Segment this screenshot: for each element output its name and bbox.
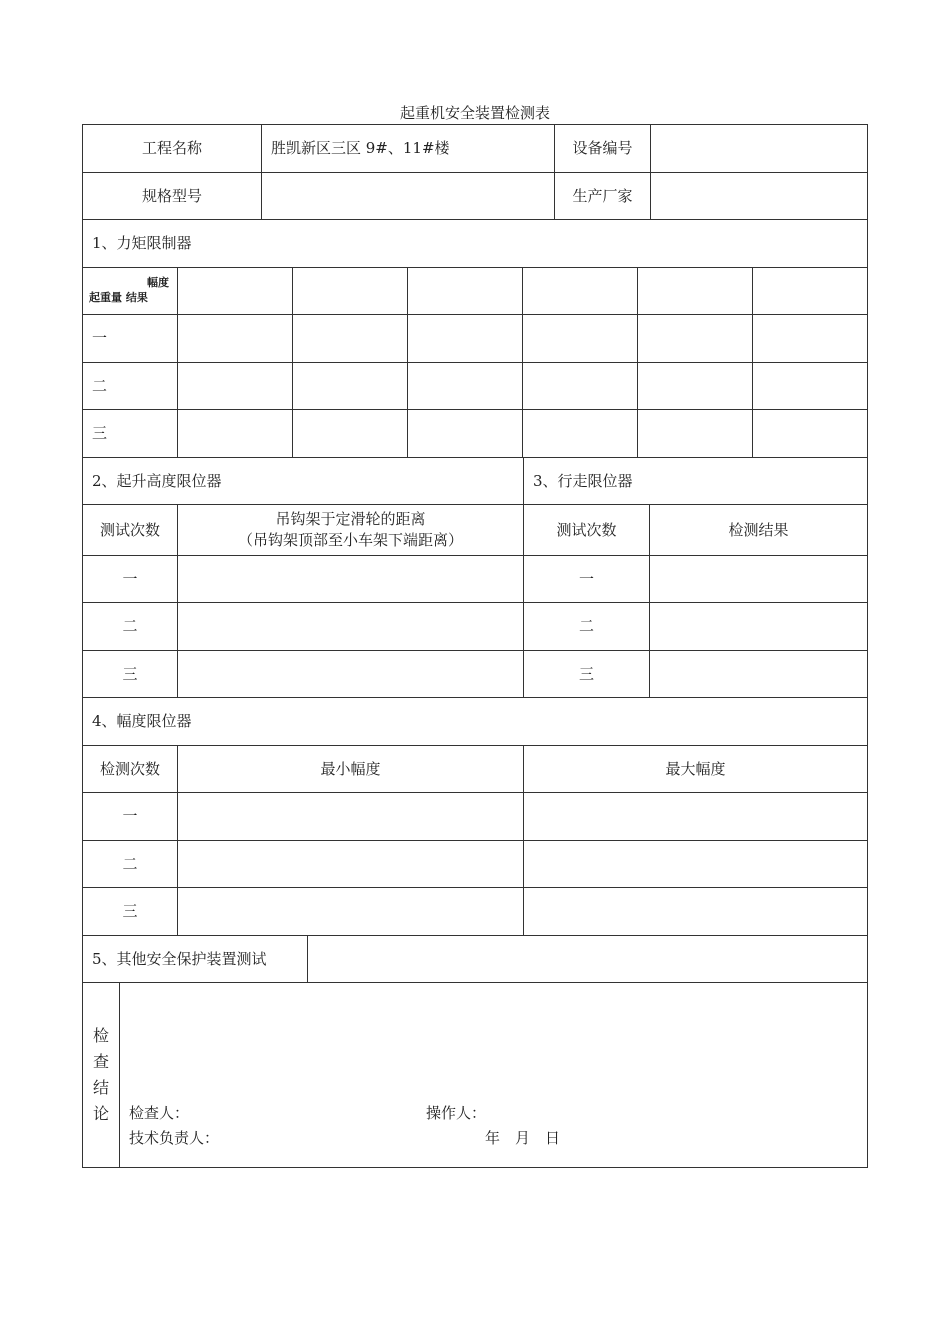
device-no-label: 设备编号 — [554, 125, 650, 172]
s3-row-label: 二 — [523, 603, 649, 650]
s3-col-result: 检测结果 — [649, 505, 867, 555]
s4-cell[interactable] — [523, 888, 867, 935]
conclusion-label-char: 论 — [92, 1104, 109, 1123]
s1-cell[interactable] — [752, 363, 867, 409]
s4-row-label: 二 — [122, 854, 138, 873]
maker-value[interactable] — [650, 173, 867, 219]
conclusion-label-char: 结 — [92, 1078, 109, 1097]
s1-cell[interactable] — [407, 410, 522, 457]
s2-row-label: 三 — [122, 664, 138, 683]
s2-s3-row — [82, 650, 868, 697]
maker-label: 生产厂家 — [554, 173, 650, 219]
s3-row-label: 三 — [523, 651, 649, 697]
s1-cell[interactable] — [637, 410, 752, 457]
conclusion-content[interactable] — [119, 983, 867, 1167]
s1-row-label: 三 — [92, 424, 108, 442]
s1-row-label: 一 — [92, 329, 108, 347]
s1-cell[interactable] — [292, 410, 407, 457]
s2-col-times: 测试次数 — [99, 520, 160, 539]
section-2-3-title-row — [82, 457, 868, 504]
conclusion-label — [83, 983, 119, 1167]
s4-row — [82, 840, 868, 887]
s2-row-label: 二 — [122, 617, 138, 635]
s2-col-distance-line2: （吊钩架顶部至小车架下端距离） — [237, 531, 463, 549]
s1-cell[interactable] — [637, 363, 752, 409]
s1-row-label: 二 — [92, 376, 108, 395]
s4-row — [82, 792, 868, 840]
conclusion-row — [82, 982, 868, 1168]
section-5-value[interactable] — [307, 936, 867, 982]
s1-cell[interactable] — [522, 268, 637, 314]
s3-cell[interactable] — [649, 603, 867, 650]
s1-cell[interactable] — [292, 268, 407, 314]
form-title: 起重机安全装置检测表 — [399, 104, 550, 122]
s1-cell[interactable] — [752, 315, 867, 362]
s3-row-label: 一 — [523, 556, 649, 602]
section-4-title-row — [82, 697, 868, 745]
s4-cell[interactable] — [523, 841, 867, 887]
s2-row-label: 一 — [122, 569, 138, 588]
s1-cell[interactable] — [292, 315, 407, 362]
conclusion-label-char: 查 — [92, 1052, 109, 1071]
s1-cell[interactable] — [752, 410, 867, 457]
s4-cell[interactable] — [177, 793, 523, 840]
s4-row — [82, 887, 868, 935]
s1-diag-bottom: 起重量 结果 — [89, 291, 148, 304]
s4-row-label: 三 — [122, 902, 138, 920]
section-4-title: 4、幅度限位器 — [92, 712, 192, 730]
s2-cell[interactable] — [177, 603, 523, 650]
s4-col-times: 检测次数 — [99, 759, 160, 778]
s2-s3-header-row — [82, 504, 868, 555]
s1-header-row — [82, 267, 868, 314]
s1-cell[interactable] — [637, 315, 752, 362]
s2-s3-row — [82, 555, 868, 602]
s4-col-min: 最小幅度 — [177, 746, 523, 792]
inspection-form — [82, 124, 868, 1167]
s1-row — [82, 362, 868, 409]
section-3-title: 3、行走限位器 — [523, 458, 867, 504]
s1-cell[interactable] — [177, 363, 292, 409]
date-label: 年 月 日 — [485, 1129, 561, 1147]
s4-cell[interactable] — [177, 841, 523, 887]
section-1-title: 1、力矩限制器 — [92, 234, 192, 252]
section-1-title-row — [82, 219, 868, 267]
operator-label: 操作人： — [426, 1104, 487, 1122]
header-row-model — [82, 172, 868, 219]
s4-header-row — [82, 745, 868, 792]
s1-diag-top: 幅度 — [147, 276, 169, 289]
model-label: 规格型号 — [141, 186, 202, 205]
section-2-title: 2、起升高度限位器 — [92, 471, 222, 490]
s4-row-label: 一 — [122, 807, 138, 825]
project-value[interactable]: 胜凯新区三区 9#、11#楼 — [261, 125, 554, 172]
s1-cell[interactable] — [407, 268, 522, 314]
section-5-row — [82, 935, 868, 982]
s4-cell[interactable] — [523, 793, 867, 840]
s2-cell[interactable] — [177, 651, 523, 697]
s1-row — [82, 409, 868, 457]
s3-cell[interactable] — [649, 556, 867, 602]
s1-row — [82, 314, 868, 362]
s4-cell[interactable] — [177, 888, 523, 935]
model-value[interactable] — [261, 173, 554, 219]
s1-cell[interactable] — [522, 410, 637, 457]
s1-diagonal-header — [83, 268, 177, 314]
s1-cell[interactable] — [522, 363, 637, 409]
s2-col-distance — [177, 505, 523, 555]
section-5-title: 5、其他安全保护装置测试 — [92, 949, 267, 968]
s1-cell[interactable] — [177, 315, 292, 362]
s4-col-max: 最大幅度 — [523, 746, 867, 792]
s2-cell[interactable] — [177, 556, 523, 602]
s1-cell[interactable] — [752, 268, 867, 314]
conclusion-label-char: 检 — [92, 1026, 109, 1045]
s2-col-distance-line1: 吊钩架于定滑轮的距离 — [275, 510, 426, 528]
s1-cell[interactable] — [177, 268, 292, 314]
s1-cell[interactable] — [407, 363, 522, 409]
s1-cell[interactable] — [407, 315, 522, 362]
tech-lead-label: 技术负责人： — [129, 1129, 220, 1147]
header-row-project — [82, 124, 868, 172]
s1-cell[interactable] — [637, 268, 752, 314]
project-label: 工程名称 — [141, 139, 202, 157]
s1-cell[interactable] — [292, 363, 407, 409]
s3-cell[interactable] — [649, 651, 867, 697]
s1-cell[interactable] — [177, 410, 292, 457]
s2-s3-row — [82, 602, 868, 650]
inspector-label: 检查人： — [129, 1104, 190, 1122]
device-no-value[interactable] — [650, 125, 867, 172]
s3-col-times: 测试次数 — [523, 505, 649, 555]
s1-cell[interactable] — [522, 315, 637, 362]
